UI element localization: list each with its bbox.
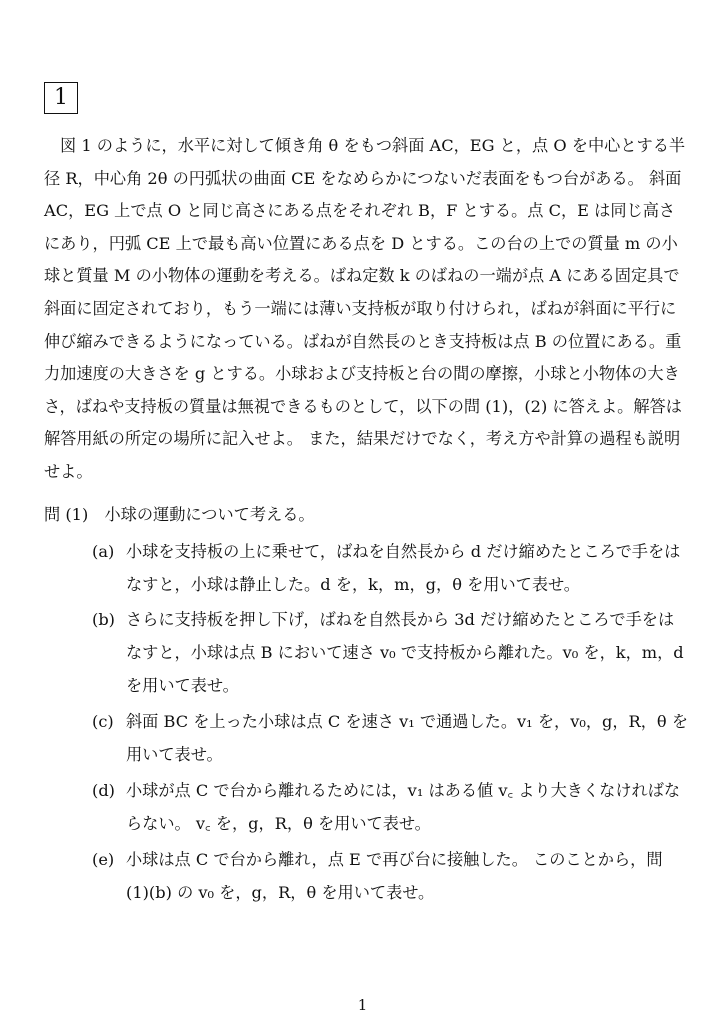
part-line: なすと，小球は点 B において速さ v₀ で支持板から離れた。v₀ を，k，m，d (126, 643, 684, 662)
intro-paragraph (44, 130, 684, 489)
intro-line: 球と質量 M の小物体の運動を考える。ばね定数 k のばねの一端が点 A にある固定具で (44, 266, 680, 286)
part-line: (1)(b) の v₀ を，g，R，θ を用いて表せ。 (126, 883, 435, 902)
page-number: 1 (357, 996, 368, 1014)
intro-line: 伸び縮みできるようになっている。ばねが自然長のとき支持板は点 B の位置にある。重 (44, 331, 682, 351)
intro-line: 解答用紙の所定の場所に記入せよ。 また，結果だけでなく，考え方や計算の過程も説明 (44, 429, 681, 449)
intro-line: 力加速度の大きさを g とする。小球および支持板と台の間の摩擦，小球と小物体の大き (44, 364, 680, 384)
part-line: を用いて表せ。 (126, 676, 239, 695)
part-label: (b) (92, 610, 115, 629)
intro-line: にあり，円弧 CE 上で最も高い位置にある点を D とする。この台の上での質量 m の小 (44, 233, 678, 253)
intro-line: AC，EG 上で点 O と同じ高さにある点をそれぞれ B，F とする。点 C，E は同じ高さ (44, 201, 676, 221)
part-label: (c) (92, 712, 114, 731)
intro-line: せよ。 (44, 461, 93, 481)
question-part-d (92, 774, 692, 840)
intro-line: 径 R，中心角 2θ の円弧状の曲面 CE をなめらかにつないだ表面をもつ台がある。 斜面 (44, 168, 682, 188)
question-part-e (92, 843, 692, 909)
intro-line: 図 1 のように，水平に対して傾き角 θ をもつ斜面 AC，EG と，点 O を中心とする半 (60, 136, 686, 155)
part-label: (e) (92, 850, 115, 869)
part-line: らない。 v꜀ を，g，R，θ を用いて表せ。 (126, 814, 431, 833)
part-label: (d) (92, 781, 115, 800)
question-part-a (92, 535, 692, 601)
intro-line: 斜面に固定されており，もう一端には薄い支持板が取り付けられ，ばねが斜面に平行に (44, 298, 677, 318)
part-line: なすと，小球は静止した。d を，k，m，g，θ を用いて表せ。 (126, 575, 580, 594)
problem-number-box: 1 (44, 82, 78, 114)
part-line: 小球が点 C で台から離れるためには，v₁ はある値 v꜀ より大きくなければな (126, 781, 681, 800)
question-part-b (92, 603, 692, 702)
part-line: 用いて表せ。 (126, 745, 223, 764)
part-line: 斜面 BC を上った小球は点 C を速さ v₁ で通過した。v₁ を，v₀，g，R，θ を (126, 712, 689, 731)
part-line: 小球は点 C で台から離れ，点 E で再び台に接触した。 このことから，問 (126, 850, 663, 869)
part-label: (a) (92, 542, 115, 561)
part-line: 小球を支持板の上に乗せて，ばねを自然長から d だけ縮めたところで手をは (126, 542, 681, 561)
intro-line: さ，ばねや支持板の質量は無視できるものとして，以下の問 (1)，(2) に答えよ。解答は (44, 396, 682, 416)
question-1-heading: 問 (1) 小球の運動について考える。 (44, 505, 315, 524)
part-line: さらに支持板を押し下げ，ばねを自然長から 3d だけ縮めたところで手をは (126, 610, 675, 629)
question-part-c (92, 705, 692, 771)
